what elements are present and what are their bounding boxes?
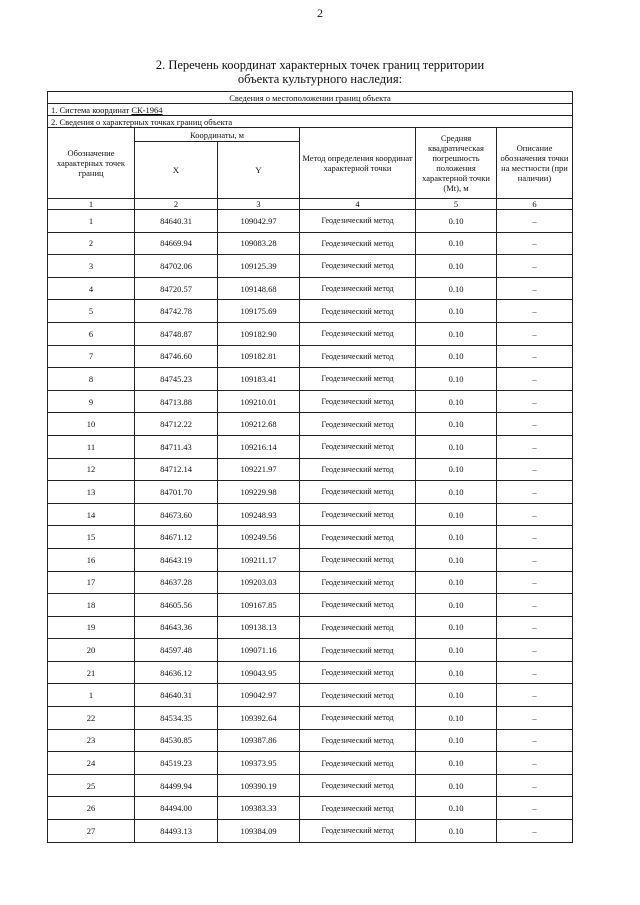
method-cell: Геодезический метод bbox=[300, 300, 416, 323]
description-cell: – bbox=[497, 435, 573, 458]
error-cell: 0.10 bbox=[416, 616, 497, 639]
error-cell: 0.10 bbox=[416, 797, 497, 820]
method-cell: Геодезический метод bbox=[300, 255, 416, 278]
x-coordinate-cell: 84720.57 bbox=[135, 277, 218, 300]
table-row bbox=[48, 503, 573, 526]
y-coordinate-cell: 109249.56 bbox=[218, 526, 300, 549]
point-number-cell: 1 bbox=[48, 684, 135, 707]
description-cell: – bbox=[497, 390, 573, 413]
column-number: 2 bbox=[135, 199, 218, 210]
error-cell: 0.10 bbox=[416, 594, 497, 617]
table-row bbox=[48, 345, 573, 368]
error-cell: 0.10 bbox=[416, 345, 497, 368]
method-cell: Геодезический метод bbox=[300, 435, 416, 458]
table-row bbox=[48, 255, 573, 278]
table-row bbox=[48, 300, 573, 323]
method-cell: Геодезический метод bbox=[300, 277, 416, 300]
description-cell: – bbox=[497, 368, 573, 391]
y-coordinate-cell: 109383.33 bbox=[218, 797, 300, 820]
description-cell: – bbox=[497, 661, 573, 684]
description-cell: – bbox=[497, 300, 573, 323]
method-cell: Геодезический метод bbox=[300, 232, 416, 255]
table-row bbox=[48, 526, 573, 549]
x-coordinate-cell: 84534.35 bbox=[135, 707, 218, 730]
table-row bbox=[48, 232, 573, 255]
description-cell: – bbox=[497, 797, 573, 820]
method-cell: Геодезический метод bbox=[300, 707, 416, 730]
x-coordinate-cell: 84673.60 bbox=[135, 503, 218, 526]
error-cell: 0.10 bbox=[416, 481, 497, 504]
method-cell: Геодезический метод bbox=[300, 503, 416, 526]
header-method: Метод определения координат характерной точки bbox=[300, 128, 416, 199]
table-row bbox=[48, 548, 573, 571]
description-cell: – bbox=[497, 729, 573, 752]
description-cell: – bbox=[497, 277, 573, 300]
description-cell: – bbox=[497, 255, 573, 278]
x-coordinate-cell: 84643.36 bbox=[135, 616, 218, 639]
title-line-2: объекта культурного наследия: bbox=[237, 72, 403, 86]
coordinates-table bbox=[47, 91, 573, 843]
column-number: 6 bbox=[497, 199, 573, 210]
x-coordinate-cell: 84748.87 bbox=[135, 322, 218, 345]
table-row bbox=[48, 752, 573, 775]
method-cell: Геодезический метод bbox=[300, 548, 416, 571]
method-cell: Геодезический метод bbox=[300, 594, 416, 617]
y-coordinate-cell: 109211.17 bbox=[218, 548, 300, 571]
point-number-cell: 17 bbox=[48, 571, 135, 594]
description-cell: – bbox=[497, 820, 573, 843]
x-coordinate-cell: 84530.85 bbox=[135, 729, 218, 752]
point-number-cell: 13 bbox=[48, 481, 135, 504]
description-cell: – bbox=[497, 526, 573, 549]
x-coordinate-cell: 84712.22 bbox=[135, 413, 218, 436]
point-number-cell: 1 bbox=[48, 210, 135, 233]
point-number-cell: 16 bbox=[48, 548, 135, 571]
error-cell: 0.10 bbox=[416, 232, 497, 255]
y-coordinate-cell: 109148.68 bbox=[218, 277, 300, 300]
table-row bbox=[48, 277, 573, 300]
method-cell: Геодезический метод bbox=[300, 571, 416, 594]
header-error: Средняя квадратическая погрешность положения характерной точки (Mt), м bbox=[416, 128, 497, 199]
y-coordinate-cell: 109042.97 bbox=[218, 684, 300, 707]
table-row bbox=[48, 707, 573, 730]
table-row bbox=[48, 639, 573, 662]
method-cell: Геодезический метод bbox=[300, 752, 416, 775]
point-number-cell: 11 bbox=[48, 435, 135, 458]
description-cell: – bbox=[497, 594, 573, 617]
table-row bbox=[48, 684, 573, 707]
description-cell: – bbox=[497, 571, 573, 594]
y-coordinate-cell: 109387.86 bbox=[218, 729, 300, 752]
description-cell: – bbox=[497, 210, 573, 233]
method-cell: Геодезический метод bbox=[300, 661, 416, 684]
table-row bbox=[48, 435, 573, 458]
x-coordinate-cell: 84746.60 bbox=[135, 345, 218, 368]
table-row bbox=[48, 368, 573, 391]
point-number-cell: 27 bbox=[48, 820, 135, 843]
description-cell: – bbox=[497, 639, 573, 662]
y-coordinate-cell: 109043.95 bbox=[218, 661, 300, 684]
y-coordinate-cell: 109229.98 bbox=[218, 481, 300, 504]
description-cell: – bbox=[497, 413, 573, 436]
x-coordinate-cell: 84745.23 bbox=[135, 368, 218, 391]
error-cell: 0.10 bbox=[416, 571, 497, 594]
y-coordinate-cell: 109392.64 bbox=[218, 707, 300, 730]
x-coordinate-cell: 84519.23 bbox=[135, 752, 218, 775]
error-cell: 0.10 bbox=[416, 458, 497, 481]
x-coordinate-cell: 84669.94 bbox=[135, 232, 218, 255]
method-cell: Геодезический метод bbox=[300, 797, 416, 820]
x-coordinate-cell: 84493.13 bbox=[135, 820, 218, 843]
y-coordinate-cell: 109182.81 bbox=[218, 345, 300, 368]
point-number-cell: 19 bbox=[48, 616, 135, 639]
y-coordinate-cell: 109216.14 bbox=[218, 435, 300, 458]
table-row bbox=[48, 390, 573, 413]
error-cell: 0.10 bbox=[416, 729, 497, 752]
y-coordinate-cell: 109138.13 bbox=[218, 616, 300, 639]
page-number: 2 bbox=[317, 6, 323, 20]
error-cell: 0.10 bbox=[416, 413, 497, 436]
method-cell: Геодезический метод bbox=[300, 390, 416, 413]
table-row bbox=[48, 661, 573, 684]
error-cell: 0.10 bbox=[416, 503, 497, 526]
description-cell: – bbox=[497, 503, 573, 526]
error-cell: 0.10 bbox=[416, 368, 497, 391]
description-cell: – bbox=[497, 684, 573, 707]
point-number-cell: 20 bbox=[48, 639, 135, 662]
table-row bbox=[48, 322, 573, 345]
y-coordinate-cell: 109390.19 bbox=[218, 774, 300, 797]
header-coordinates: Координаты, м bbox=[135, 128, 300, 142]
document-title bbox=[0, 58, 640, 86]
y-coordinate-cell: 109125.39 bbox=[218, 255, 300, 278]
method-cell: Геодезический метод bbox=[300, 684, 416, 707]
x-coordinate-cell: 84605.56 bbox=[135, 594, 218, 617]
header-description: Описание обозначения точки на местности (при наличии) bbox=[497, 128, 573, 199]
error-cell: 0.10 bbox=[416, 390, 497, 413]
point-number-cell: 15 bbox=[48, 526, 135, 549]
x-coordinate-cell: 84671.12 bbox=[135, 526, 218, 549]
error-cell: 0.10 bbox=[416, 255, 497, 278]
point-number-cell: 14 bbox=[48, 503, 135, 526]
point-number-cell: 18 bbox=[48, 594, 135, 617]
description-cell: – bbox=[497, 322, 573, 345]
point-number-cell: 5 bbox=[48, 300, 135, 323]
coord-system-label: 1. Система координат bbox=[51, 104, 132, 115]
table-row bbox=[48, 594, 573, 617]
header-designation: Обозначение характерных точек границ bbox=[48, 128, 135, 199]
x-coordinate-cell: 84597.48 bbox=[135, 639, 218, 662]
y-coordinate-cell: 109083.28 bbox=[218, 232, 300, 255]
table-row bbox=[48, 458, 573, 481]
x-coordinate-cell: 84702.06 bbox=[135, 255, 218, 278]
y-coordinate-cell: 109221.97 bbox=[218, 458, 300, 481]
coord-system-row bbox=[48, 104, 573, 116]
error-cell: 0.10 bbox=[416, 277, 497, 300]
method-cell: Геодезический метод bbox=[300, 729, 416, 752]
y-coordinate-cell: 109183.41 bbox=[218, 368, 300, 391]
method-cell: Геодезический метод bbox=[300, 413, 416, 436]
error-cell: 0.10 bbox=[416, 300, 497, 323]
point-number-cell: 25 bbox=[48, 774, 135, 797]
description-cell: – bbox=[497, 616, 573, 639]
table-row bbox=[48, 413, 573, 436]
description-cell: – bbox=[497, 345, 573, 368]
method-cell: Геодезический метод bbox=[300, 368, 416, 391]
method-cell: Геодезический метод bbox=[300, 820, 416, 843]
header-y: Y bbox=[218, 142, 300, 199]
point-number-cell: 23 bbox=[48, 729, 135, 752]
point-number-cell: 21 bbox=[48, 661, 135, 684]
error-cell: 0.10 bbox=[416, 752, 497, 775]
table-row bbox=[48, 616, 573, 639]
table-row bbox=[48, 797, 573, 820]
x-coordinate-cell: 84742.78 bbox=[135, 300, 218, 323]
y-coordinate-cell: 109373.95 bbox=[218, 752, 300, 775]
table-row bbox=[48, 820, 573, 843]
y-coordinate-cell: 109212.68 bbox=[218, 413, 300, 436]
y-coordinate-cell: 109071.16 bbox=[218, 639, 300, 662]
description-cell: – bbox=[497, 458, 573, 481]
method-cell: Геодезический метод bbox=[300, 345, 416, 368]
table-row bbox=[48, 210, 573, 233]
table-row bbox=[48, 729, 573, 752]
description-cell: – bbox=[497, 548, 573, 571]
description-cell: – bbox=[497, 752, 573, 775]
x-coordinate-cell: 84636.12 bbox=[135, 661, 218, 684]
point-number-cell: 9 bbox=[48, 390, 135, 413]
point-number-cell: 24 bbox=[48, 752, 135, 775]
column-number: 1 bbox=[48, 199, 135, 210]
x-coordinate-cell: 84701.70 bbox=[135, 481, 218, 504]
point-number-cell: 3 bbox=[48, 255, 135, 278]
error-cell: 0.10 bbox=[416, 774, 497, 797]
y-coordinate-cell: 109042.97 bbox=[218, 210, 300, 233]
description-cell: – bbox=[497, 232, 573, 255]
x-coordinate-cell: 84640.31 bbox=[135, 684, 218, 707]
point-number-cell: 4 bbox=[48, 277, 135, 300]
error-cell: 0.10 bbox=[416, 661, 497, 684]
error-cell: 0.10 bbox=[416, 639, 497, 662]
x-coordinate-cell: 84640.31 bbox=[135, 210, 218, 233]
x-coordinate-cell: 84499.94 bbox=[135, 774, 218, 797]
y-coordinate-cell: 109175.69 bbox=[218, 300, 300, 323]
error-cell: 0.10 bbox=[416, 210, 497, 233]
section-header: Сведения о местоположении границ объекта bbox=[48, 92, 573, 104]
point-number-cell: 2 bbox=[48, 232, 135, 255]
method-cell: Геодезический метод bbox=[300, 458, 416, 481]
point-number-cell: 8 bbox=[48, 368, 135, 391]
x-coordinate-cell: 84711.43 bbox=[135, 435, 218, 458]
header-x: X bbox=[135, 142, 218, 199]
table-row bbox=[48, 481, 573, 504]
description-cell: – bbox=[497, 774, 573, 797]
error-cell: 0.10 bbox=[416, 820, 497, 843]
method-cell: Геодезический метод bbox=[300, 616, 416, 639]
table-row bbox=[48, 774, 573, 797]
point-number-cell: 22 bbox=[48, 707, 135, 730]
point-number-cell: 7 bbox=[48, 345, 135, 368]
method-cell: Геодезический метод bbox=[300, 526, 416, 549]
method-cell: Геодезический метод bbox=[300, 639, 416, 662]
x-coordinate-cell: 84494.00 bbox=[135, 797, 218, 820]
x-coordinate-cell: 84713.88 bbox=[135, 390, 218, 413]
x-coordinate-cell: 84637.28 bbox=[135, 571, 218, 594]
title-line-1: 2. Перечень координат характерных точек границ территории bbox=[155, 58, 485, 72]
point-number-cell: 6 bbox=[48, 322, 135, 345]
y-coordinate-cell: 109167.85 bbox=[218, 594, 300, 617]
y-coordinate-cell: 109203.03 bbox=[218, 571, 300, 594]
description-cell: – bbox=[497, 707, 573, 730]
error-cell: 0.10 bbox=[416, 684, 497, 707]
x-coordinate-cell: 84643.19 bbox=[135, 548, 218, 571]
y-coordinate-cell: 109210.01 bbox=[218, 390, 300, 413]
method-cell: Геодезический метод bbox=[300, 322, 416, 345]
point-number-cell: 10 bbox=[48, 413, 135, 436]
error-cell: 0.10 bbox=[416, 548, 497, 571]
error-cell: 0.10 bbox=[416, 322, 497, 345]
y-coordinate-cell: 109182.90 bbox=[218, 322, 300, 345]
coord-system-value: СК-1964 bbox=[131, 104, 163, 115]
point-number-cell: 12 bbox=[48, 458, 135, 481]
method-cell: Геодезический метод bbox=[300, 774, 416, 797]
points-info-row: 2. Сведения о характерных точках границ объекта bbox=[48, 116, 573, 128]
error-cell: 0.10 bbox=[416, 707, 497, 730]
x-coordinate-cell: 84712.14 bbox=[135, 458, 218, 481]
column-number: 3 bbox=[218, 199, 300, 210]
column-number: 4 bbox=[300, 199, 416, 210]
column-number: 5 bbox=[416, 199, 497, 210]
y-coordinate-cell: 109248.93 bbox=[218, 503, 300, 526]
y-coordinate-cell: 109384.09 bbox=[218, 820, 300, 843]
method-cell: Геодезический метод bbox=[300, 481, 416, 504]
description-cell: – bbox=[497, 481, 573, 504]
method-cell: Геодезический метод bbox=[300, 210, 416, 233]
error-cell: 0.10 bbox=[416, 526, 497, 549]
table-row bbox=[48, 571, 573, 594]
point-number-cell: 26 bbox=[48, 797, 135, 820]
error-cell: 0.10 bbox=[416, 435, 497, 458]
